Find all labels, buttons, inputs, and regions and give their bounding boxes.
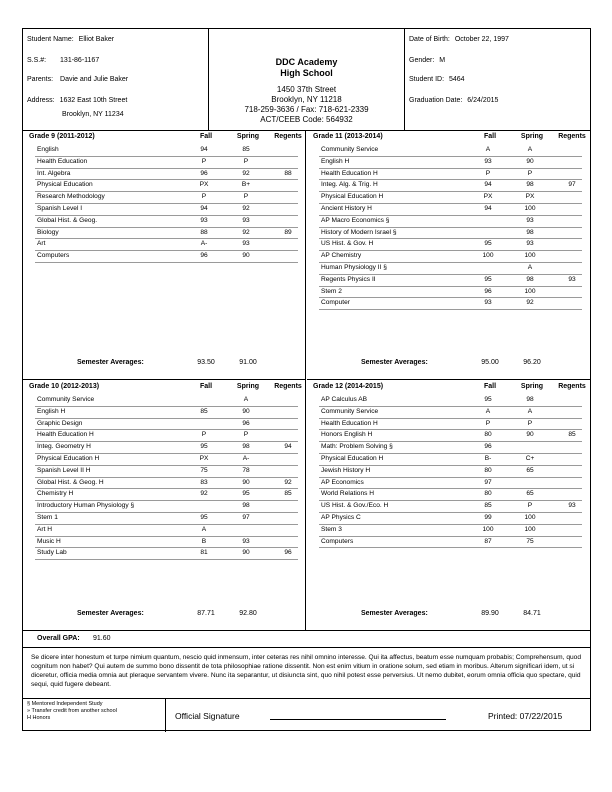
regents-header: Regents xyxy=(558,383,586,390)
course-row xyxy=(35,525,298,537)
regents-grade: 93 xyxy=(568,502,576,510)
course-row xyxy=(319,466,582,478)
fall-header: Fall xyxy=(199,133,213,140)
spring-grade: A xyxy=(527,263,533,271)
fall-grade: 94 xyxy=(484,181,492,189)
fall-grade: 80 xyxy=(484,466,492,474)
course-name: Physical Education H xyxy=(321,193,384,201)
course-name: Global Hist. & Geog. xyxy=(37,216,98,224)
notice-text: Se dicere inter honestum et turpe nimium quantum, nescio quid inmensum, inter ceteras res nihil omnino interesse. Qui ita affectus, beatum esse numquam probabis; Comprehensum, quod cognitum non habet? Qui autem de summo bono dissentit de tota philosophiae ratione dissentit. Non est enim vitium in oratione solum, sed etiam in moribus. Alterum significari idem, ut si diceretur, officia media omnia aut pleraque servantem vivere. Nunc ita separantur, ut disiuncta sint, quo nihil potest esse perversius. Ut nemo dubitet, eorum omnia officia quo spectare, quid sequi, quid fugere debeant. xyxy=(31,654,582,688)
transcript-footer xyxy=(23,698,590,732)
school-ceeb: ACT/CEEB Code: 564932 xyxy=(260,115,353,124)
course-row xyxy=(319,513,582,525)
course-name: AP Calculus AB xyxy=(321,396,368,403)
school-name: DDC Academy xyxy=(275,57,338,67)
course-row xyxy=(319,180,582,192)
spring-grade: 78 xyxy=(242,466,250,474)
transcript-header xyxy=(23,29,590,131)
grade-title: Grade 12 (2014-2015) xyxy=(313,383,384,390)
dob-value: October 22, 1997 xyxy=(454,36,509,43)
course-name: AP Economics xyxy=(321,478,364,486)
spring-grade: 75 xyxy=(526,537,534,545)
course-row xyxy=(319,169,582,181)
student-name: Elliot Baker xyxy=(78,36,115,43)
course-name: Study Lab xyxy=(37,549,67,557)
fall-grade: P xyxy=(201,193,207,201)
course-row xyxy=(35,239,298,251)
fall-grade: 80 xyxy=(484,431,492,439)
course-row xyxy=(35,169,298,181)
course-row xyxy=(319,525,582,537)
fall-average: 89.90 xyxy=(481,610,499,617)
school-level: High School xyxy=(280,68,333,78)
regents-grade: 94 xyxy=(284,443,292,451)
spring-grade: P xyxy=(243,431,249,439)
grades-grid xyxy=(23,130,590,630)
fall-grade: 93 xyxy=(484,299,492,307)
spring-grade: 100 xyxy=(524,204,536,212)
fall-average: 87.71 xyxy=(197,610,215,617)
course-row xyxy=(35,466,298,478)
regents-grade: 92 xyxy=(284,478,292,486)
course-row xyxy=(35,419,298,431)
parents-line xyxy=(27,75,128,84)
fall-grade: 97 xyxy=(484,478,492,486)
transcript xyxy=(22,28,591,731)
course-name: Physical Education H xyxy=(37,454,100,462)
fall-grade: 96 xyxy=(484,287,492,295)
fall-grade: 99 xyxy=(484,513,492,521)
course-name: Community Service xyxy=(321,146,379,153)
spring-average: 91.00 xyxy=(239,359,257,366)
fall-grade: P xyxy=(485,169,491,177)
gpa-value: 91.60 xyxy=(93,635,111,642)
course-row xyxy=(319,263,582,275)
course-row xyxy=(319,478,582,490)
fall-grade: B xyxy=(201,537,207,545)
spring-grade: 92 xyxy=(242,204,250,212)
course-name: Physical Education H xyxy=(321,454,384,462)
fall-grade: 95 xyxy=(200,513,208,521)
fall-grade: PX xyxy=(483,193,493,201)
spring-header: Spring xyxy=(520,133,544,140)
gpa-bar xyxy=(23,630,590,648)
fall-grade: 92 xyxy=(200,490,208,498)
address-street: 1632 East 10th Street xyxy=(59,97,128,104)
regents-grade: 85 xyxy=(284,490,292,498)
spring-grade: C+ xyxy=(525,454,535,462)
course-name: Jewish History H xyxy=(321,466,371,474)
fall-grade: 88 xyxy=(200,228,208,236)
fall-grade: 83 xyxy=(200,478,208,486)
course-name: US Hist. & Gov. H xyxy=(321,240,374,248)
school-city: Brooklyn, NY 11218 xyxy=(271,95,342,104)
spring-grade: P xyxy=(527,169,533,177)
semester-average-label: Semester Averages: xyxy=(77,610,144,617)
course-name: Health Education H xyxy=(37,431,94,439)
fall-grade: 85 xyxy=(484,502,492,510)
spring-grade: 90 xyxy=(526,431,534,439)
school-info xyxy=(209,29,405,130)
fall-grade: 95 xyxy=(484,275,492,283)
course-row xyxy=(35,454,298,466)
spring-grade: B+ xyxy=(241,181,251,189)
spring-grade: P xyxy=(527,502,533,510)
course-name: Chemistry H xyxy=(37,490,74,498)
course-name: Honors English H xyxy=(321,431,373,439)
student-id-value: 5464 xyxy=(448,76,465,83)
course-name: Spanish Level II H xyxy=(37,466,91,474)
fall-grade: A xyxy=(485,407,491,415)
fall-grade: 93 xyxy=(484,157,492,165)
regents-grade: 85 xyxy=(568,431,576,439)
course-name: Math: Problem Solving § xyxy=(321,443,393,451)
course-row xyxy=(35,537,298,549)
spring-grade: 93 xyxy=(242,537,250,545)
fall-grade: 95 xyxy=(484,240,492,248)
course-name: Art H xyxy=(37,525,53,533)
spring-grade: 98 xyxy=(526,228,534,236)
gender-line xyxy=(409,56,445,65)
spring-grade: 98 xyxy=(526,181,534,189)
course-name: Integ. Geometry H xyxy=(37,443,91,451)
course-row xyxy=(35,548,298,560)
spring-grade: A- xyxy=(242,454,250,462)
course-row xyxy=(35,204,298,216)
printed-date: Printed: 07/22/2015 xyxy=(488,711,563,721)
course-row xyxy=(319,216,582,228)
parents-names: Davie and Julie Baker xyxy=(60,76,129,83)
spring-grade: 98 xyxy=(242,443,250,451)
course-row xyxy=(319,501,582,513)
grade-title: Grade 11 (2013-2014) xyxy=(313,133,383,140)
regents-header: Regents xyxy=(558,133,586,140)
course-row xyxy=(319,228,582,240)
spring-average: 84.71 xyxy=(523,610,541,617)
spring-grade: 93 xyxy=(242,240,250,248)
gpa-label: Overall GPA: xyxy=(37,635,80,642)
fall-grade: 95 xyxy=(484,396,492,403)
spring-grade: 100 xyxy=(524,252,536,260)
fall-grade: P xyxy=(201,157,207,165)
spring-grade: 100 xyxy=(524,513,536,521)
spring-grade: 100 xyxy=(524,525,536,533)
course-name: English H xyxy=(37,407,66,415)
course-row xyxy=(319,275,582,287)
fall-grade: 87 xyxy=(484,537,492,545)
course-row xyxy=(35,180,298,192)
spring-grade: P xyxy=(243,157,249,165)
course-row xyxy=(35,513,298,525)
course-row xyxy=(319,419,582,431)
course-name: US Hist. & Gov./Eco. H xyxy=(321,502,389,510)
semester-average-label: Semester Averages: xyxy=(361,359,428,366)
fall-grade: 81 xyxy=(200,549,208,557)
spring-grade: 90 xyxy=(242,407,250,415)
course-name: Physical Education xyxy=(37,181,93,189)
fall-grade: 96 xyxy=(484,443,492,451)
spring-grade: P xyxy=(527,419,533,427)
fall-grade: B- xyxy=(484,454,492,462)
course-name: Biology xyxy=(37,228,59,236)
fall-grade: 94 xyxy=(484,204,492,212)
course-name: Stem 3 xyxy=(321,525,342,533)
fall-grade: 94 xyxy=(200,146,208,153)
course-row xyxy=(319,192,582,204)
course-name: Health Education H xyxy=(321,419,378,427)
course-list xyxy=(35,395,298,560)
school-street: 1450 37th Street xyxy=(276,85,337,94)
course-name: Computers xyxy=(321,537,354,545)
signature-label: Official Signature xyxy=(175,711,240,721)
course-row xyxy=(35,228,298,240)
course-name: Stem 1 xyxy=(37,513,58,521)
address-city: Brooklyn, NY 11234 xyxy=(62,111,124,118)
course-row xyxy=(35,216,298,228)
fall-grade: 80 xyxy=(484,490,492,498)
spring-grade: A xyxy=(243,396,249,403)
course-name: Integ. Alg. & Trig. H xyxy=(321,181,378,189)
regents-grade: 89 xyxy=(284,228,292,236)
course-row xyxy=(319,395,582,407)
spring-grade: 93 xyxy=(526,240,534,248)
fall-grade: A xyxy=(201,525,207,533)
regents-header: Regents xyxy=(274,133,302,140)
spring-header: Spring xyxy=(520,383,544,390)
course-row xyxy=(35,251,298,263)
course-row xyxy=(35,478,298,490)
spring-grade: 95 xyxy=(242,490,250,498)
gender-value: M xyxy=(439,57,446,64)
school-phone: 718-259-3636 / Fax: 718-621-2339 xyxy=(244,105,369,114)
spring-grade: 98 xyxy=(526,275,534,283)
fall-average: 95.00 xyxy=(481,359,499,366)
course-name: Health Education xyxy=(37,157,88,165)
legend-item: » Transfer credit from another school xyxy=(27,708,117,714)
course-name: Stem 2 xyxy=(321,287,342,295)
grade-panel xyxy=(23,130,306,380)
grade-panel xyxy=(307,380,590,630)
fall-grade: 95 xyxy=(200,443,208,451)
course-name: Graphic Design xyxy=(37,419,83,427)
graduation-value: 6/24/2015 xyxy=(467,97,499,104)
student-name-line xyxy=(27,35,114,44)
fall-average: 93.50 xyxy=(197,359,215,366)
course-name: Health Education H xyxy=(321,169,378,177)
spring-grade: 92 xyxy=(242,228,250,236)
ss-number: 131-86-1167 xyxy=(60,57,100,64)
course-row xyxy=(35,192,298,204)
spring-grade: 93 xyxy=(242,216,250,224)
fall-header: Fall xyxy=(199,383,213,390)
course-row xyxy=(319,537,582,549)
regents-grade: 96 xyxy=(284,549,292,557)
student-info xyxy=(23,29,209,130)
regents-grade: 88 xyxy=(284,169,292,177)
spring-grade: 93 xyxy=(526,216,534,224)
course-row xyxy=(319,442,582,454)
course-row xyxy=(319,251,582,263)
fall-grade: 85 xyxy=(200,407,208,415)
spring-grade: 97 xyxy=(242,513,250,521)
fall-grade: 100 xyxy=(482,252,494,260)
grade-title: Grade 10 (2012-2013) xyxy=(29,383,100,390)
course-row xyxy=(35,501,298,513)
signature-line xyxy=(270,719,446,720)
course-row xyxy=(35,442,298,454)
course-row xyxy=(35,395,298,407)
course-name: English H xyxy=(321,157,350,165)
legend-item: § Mentored Independent Study xyxy=(27,701,103,707)
spring-grade: 90 xyxy=(242,478,250,486)
fall-grade: 100 xyxy=(482,525,494,533)
course-name: Community Service xyxy=(321,407,379,415)
course-name: Computer xyxy=(321,299,350,307)
spring-grade: 90 xyxy=(242,252,250,260)
course-name: English xyxy=(37,146,59,153)
fall-grade: 75 xyxy=(200,466,208,474)
course-name: Regents Physics II xyxy=(321,275,376,283)
student-id-label: Student ID: xyxy=(409,76,445,83)
spring-grade: 92 xyxy=(242,169,250,177)
course-row xyxy=(319,287,582,299)
fall-grade: P xyxy=(485,419,491,427)
fall-grade: A xyxy=(485,146,491,153)
course-list xyxy=(319,145,582,310)
course-row xyxy=(319,145,582,157)
course-list xyxy=(319,395,582,548)
fall-grade: 94 xyxy=(200,204,208,212)
fall-header: Fall xyxy=(483,133,497,140)
spring-grade: 96 xyxy=(242,419,250,427)
course-name: Research Methodology xyxy=(37,193,105,201)
semester-average-label: Semester Averages: xyxy=(77,359,144,366)
spring-grade: 85 xyxy=(242,146,250,153)
course-name: Global Hist. & Geog. H xyxy=(37,478,104,486)
course-row xyxy=(35,430,298,442)
course-row xyxy=(319,298,582,310)
student-id-line xyxy=(409,75,465,84)
spring-grade: 90 xyxy=(242,549,250,557)
ss-label: S.S.#: xyxy=(27,57,47,64)
fall-grade: 96 xyxy=(200,169,208,177)
gender-label: Gender: xyxy=(409,57,435,64)
legend xyxy=(23,699,166,732)
course-name: Int. Algebra xyxy=(37,169,71,177)
spring-grade: 92 xyxy=(526,299,534,307)
dob-line xyxy=(409,35,509,44)
course-name: Ancient History H xyxy=(321,204,372,212)
course-name: Human Physiology II § xyxy=(321,263,387,271)
course-row xyxy=(35,145,298,157)
semester-average-label: Semester Averages: xyxy=(361,610,428,617)
student-name-label: Student Name: xyxy=(27,36,74,43)
spring-grade: 65 xyxy=(526,466,534,474)
grade-panel xyxy=(23,380,306,630)
course-row xyxy=(319,157,582,169)
grade-title: Grade 9 (2011-2012) xyxy=(29,133,95,140)
spring-grade: 65 xyxy=(526,490,534,498)
grade-panel xyxy=(307,130,590,380)
course-row xyxy=(35,407,298,419)
spring-grade: 100 xyxy=(524,287,536,295)
fall-grade: 93 xyxy=(200,216,208,224)
spring-header: Spring xyxy=(236,383,260,390)
spring-grade: A xyxy=(527,146,533,153)
fall-grade: 96 xyxy=(200,252,208,260)
course-row xyxy=(319,489,582,501)
spring-grade: A xyxy=(527,407,533,415)
address-label: Address: xyxy=(27,97,55,104)
fall-grade: A- xyxy=(200,240,208,248)
spring-grade: 98 xyxy=(526,396,534,403)
course-row xyxy=(35,489,298,501)
course-row xyxy=(319,239,582,251)
regents-grade: 97 xyxy=(568,181,576,189)
parents-label: Parents: xyxy=(27,76,54,83)
course-row xyxy=(319,430,582,442)
fall-grade: PX xyxy=(199,454,209,462)
course-name: AP Macro Economics § xyxy=(321,216,390,224)
spring-grade: P xyxy=(243,193,249,201)
student-details xyxy=(405,29,590,130)
address-line xyxy=(27,96,127,105)
course-row xyxy=(35,157,298,169)
legend-item: H Honors xyxy=(27,715,51,721)
fall-header: Fall xyxy=(483,383,497,390)
course-name: Art xyxy=(37,240,46,248)
fall-grade: P xyxy=(201,431,207,439)
course-row xyxy=(319,454,582,466)
graduation-label: Graduation Date: xyxy=(409,97,463,104)
course-name: AP Chemistry xyxy=(321,252,362,260)
course-name: Introductory Human Physiology § xyxy=(37,502,135,510)
course-row xyxy=(319,407,582,419)
course-name: AP Physics C xyxy=(321,513,361,521)
course-name: Music H xyxy=(37,537,61,545)
course-name: Community Service xyxy=(37,396,95,403)
spring-grade: PX xyxy=(525,193,535,201)
course-row xyxy=(319,204,582,216)
spring-header: Spring xyxy=(236,133,260,140)
course-name: History of Modern Israel § xyxy=(321,228,397,236)
course-name: Computers xyxy=(37,252,70,260)
regents-grade: 93 xyxy=(568,275,576,283)
course-list xyxy=(35,145,298,263)
spring-average: 96.20 xyxy=(523,359,541,366)
spring-grade: 90 xyxy=(526,157,534,165)
graduation-line xyxy=(409,96,498,105)
fall-grade: PX xyxy=(199,181,209,189)
regents-header: Regents xyxy=(274,383,302,390)
ss-line xyxy=(27,56,99,65)
course-name: World Relations H xyxy=(321,490,375,498)
spring-average: 92.80 xyxy=(239,610,257,617)
spring-grade: 98 xyxy=(242,502,250,510)
dob-label: Date of Birth: xyxy=(409,36,450,43)
course-name: Spanish Level I xyxy=(37,204,83,212)
